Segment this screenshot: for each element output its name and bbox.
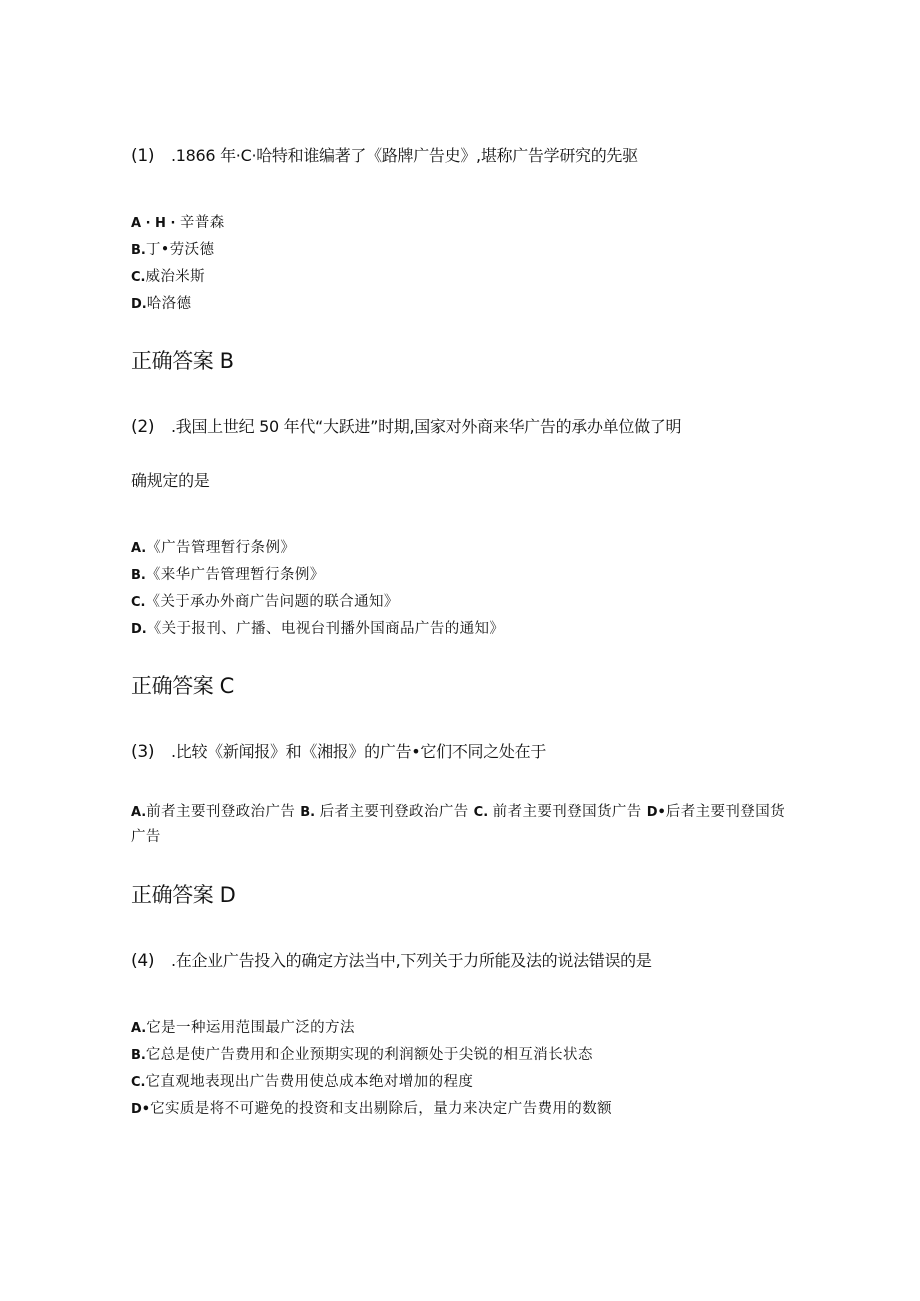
option-text: 前者主要刊登政治广告 <box>146 804 301 820</box>
answer-3: 正确答案 D <box>131 883 236 907</box>
question-3 <box>131 739 546 762</box>
option-label: B. <box>131 1048 146 1063</box>
option-text: 辛普森 <box>179 215 225 231</box>
answer-2: 正确答案 C <box>131 674 234 698</box>
option-c <box>131 1070 473 1091</box>
option-a <box>131 1016 355 1037</box>
option-text: 《关于承办外商广告问题的联合通知》 <box>145 594 399 610</box>
option-text: 《广告管理暂行条例》 <box>146 540 296 556</box>
option-label: C. <box>131 270 146 285</box>
question-2 <box>131 414 681 437</box>
option-label: C. <box>131 595 146 610</box>
question-text: .1866 年·C·哈特和谁编著了《路牌广告史》,堪称广告学研究的先驱 <box>171 146 638 165</box>
question-text: .我国上世纪 50 年代“大跃进”时期,国家对外商来华广告的承办单位做了明 <box>171 417 682 436</box>
question-number: (1) <box>131 146 155 166</box>
option-label: B. <box>131 568 146 583</box>
option-c <box>131 265 205 286</box>
option-text: 哈洛德 <box>146 296 192 312</box>
question-text: .在企业广告投入的确定方法当中,下列关于力所能及法的说法错误的是 <box>171 951 652 970</box>
option-b <box>131 238 214 259</box>
option-text: 它实质是将不可避免的投资和支出剔除后，量力来决定广告费用的数额 <box>150 1101 613 1117</box>
option-text: 丁•劳沃德 <box>145 242 215 258</box>
option-text: 后者主要刊登国货广告 <box>131 804 785 845</box>
option-text: 它是一种运用范围最广泛的方法 <box>146 1020 355 1036</box>
option-text: 它直观地表现出广告费用使总成本绝对增加的程度 <box>145 1074 474 1090</box>
option-label: C. <box>473 805 493 820</box>
option-text: 《来华广告管理暂行条例》 <box>145 567 325 583</box>
question-1 <box>131 143 638 166</box>
option-a <box>131 536 295 557</box>
option-text: 它总是使广告费用和企业预期实现的利润额处于尖锐的相互消长状态 <box>145 1047 593 1063</box>
option-label: A · H · <box>131 216 180 231</box>
answer-1: 正确答案 B <box>131 349 234 373</box>
option-label: A. <box>131 805 147 820</box>
option-a <box>131 211 225 232</box>
option-label: B. <box>131 243 146 258</box>
option-b <box>131 1043 593 1064</box>
option-label: D. <box>131 297 147 312</box>
option-label: D• <box>131 1102 151 1117</box>
option-label: D• <box>646 805 666 820</box>
option-label: B. <box>300 805 320 820</box>
option-text: 后者主要刊登政治广告 <box>319 804 474 820</box>
question-number: (3) <box>131 742 155 762</box>
option-d <box>131 1097 612 1118</box>
question-number: (4) <box>131 951 155 971</box>
option-c <box>131 590 399 611</box>
option-text: 前者主要刊登国货广告 <box>492 804 647 820</box>
option-d <box>131 292 191 313</box>
question-number: (2) <box>131 417 155 437</box>
option-label: C. <box>131 1075 146 1090</box>
option-b <box>131 563 325 584</box>
question-2-continuation: 确规定的是 <box>131 471 210 490</box>
option-label: D. <box>131 622 147 637</box>
option-label: A. <box>131 1021 147 1036</box>
question-text: .比较《新闻报》和《湘报》的广告•它们不同之处在于 <box>171 742 547 761</box>
options-inline <box>131 800 796 849</box>
question-4 <box>131 948 652 971</box>
option-text: 威治米斯 <box>145 269 206 285</box>
option-text: 《关于报刊、广播、电视台刊播外国商品广告的通知》 <box>146 621 505 637</box>
option-d <box>131 617 504 638</box>
option-label: A. <box>131 541 147 556</box>
